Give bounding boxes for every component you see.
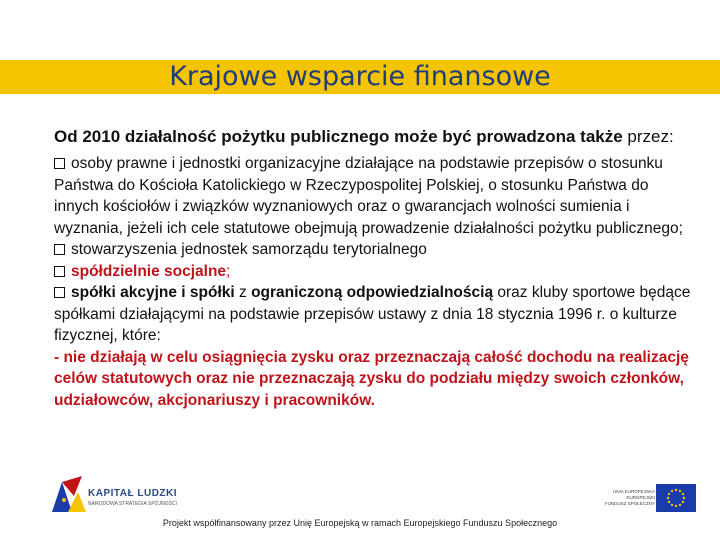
logo-title: KAPITAŁ LUDZKI xyxy=(88,488,178,499)
eu-flag-icon xyxy=(656,484,696,512)
checkbox-bullet-icon xyxy=(54,266,65,277)
eu-line: UNIA EUROPEJSKA xyxy=(612,489,655,494)
slide-content xyxy=(54,126,694,411)
list-item-bold-1: spółki akcyjne i spółki xyxy=(71,284,235,301)
list-item-text-2: z xyxy=(234,284,252,301)
footer-caption: Projekt współfinansowany przez Unię Europejską w ramach Europejskiego Funduszu Społecznego xyxy=(162,518,558,528)
list-item-red-tail: ; xyxy=(226,262,231,280)
checkbox-bullet-icon xyxy=(54,287,65,298)
slide-title: Krajowe wsparcie finansowe xyxy=(169,61,551,92)
intro-bold-text: Od 2010 działalność pożytku publicznego może być prowadzona także xyxy=(54,127,623,146)
list-item xyxy=(54,282,694,347)
checkbox-bullet-icon xyxy=(54,244,65,255)
eu-line: EUROPEJSKI xyxy=(626,495,655,500)
checkbox-bullet-icon xyxy=(54,158,65,169)
logo-subtitle: NARODOWA STRATEGIA SPÓJNOŚCI xyxy=(88,501,177,507)
list-item-text: stowarzyszenia jednostek samorządu terytorialnego xyxy=(71,241,427,258)
list-item-red-text: spółdzielnie socjalne xyxy=(71,262,227,280)
conclusion-text: - nie działają w celu osiągnięcia zysku oraz przeznaczają całość dochodu na realizację celów statutowych oraz nie przeznaczają zysku do podziału między swoich członków, udziałowców, akcjonariuszy i pracowników. xyxy=(54,348,689,409)
eu-line: FUNDUSZ SPOŁECZNY xyxy=(604,501,655,506)
eu-label xyxy=(600,489,655,507)
intro-paragraph xyxy=(54,126,694,147)
list-item xyxy=(54,239,694,261)
list-item xyxy=(54,261,694,283)
list-item-bold-3: ograniczoną odpowiedzialnością xyxy=(251,284,494,301)
intro-light-text: przez: xyxy=(622,127,674,146)
list-item-text-4: oraz kluby sportowe będące spółkami działającymi na podstawie przepisów ustawy z dnia 18 stycznia 1996 r. o kulturze fizycznej, które: xyxy=(54,284,691,344)
list-item xyxy=(54,153,694,239)
list-item-text: osoby prawne i jednostki organizacyjne działające na podstawie przepisów o stosunku Państwa do Kościoła Katolickiego w Rzeczypospolitej Polskiej, o stosunku Państwa do innych kościołów i związków wyznaniowych oraz o gwarancjach wolności sumienia i wyznania, jeżeli ich cele statutowe obejmują prowadzenie działalności pożytku publicznego; xyxy=(54,155,683,237)
